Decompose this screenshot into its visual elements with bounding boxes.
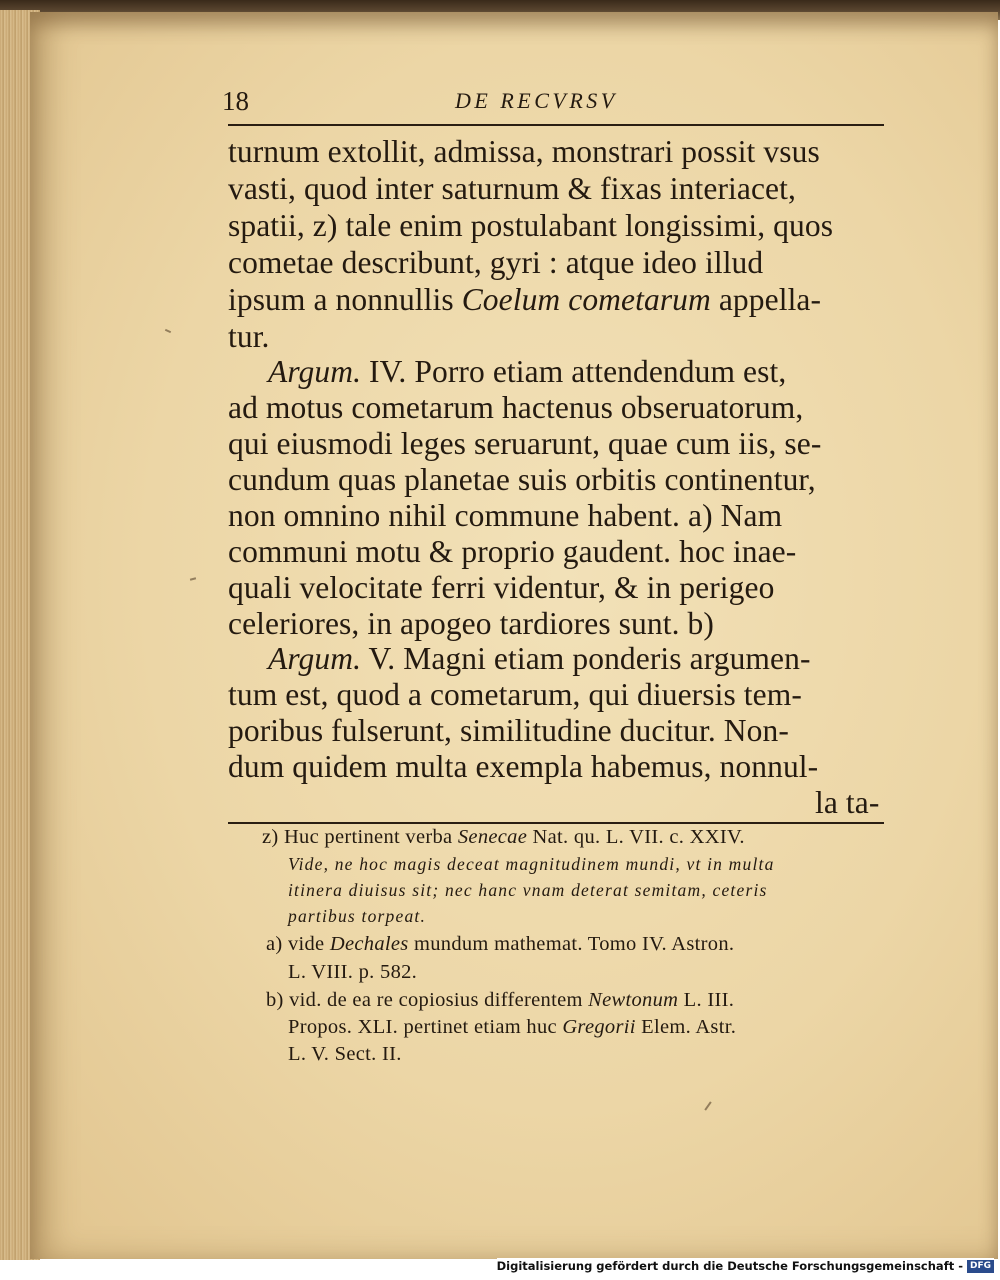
body-line: non omnino nihil commune habent. a) Nam <box>228 498 783 533</box>
footnote-line: Vide, ne hoc magis deceat magnitudinem mundi, vt in multa <box>288 854 775 874</box>
body-line: vasti, quod inter saturnum & fixas interiacet, <box>228 171 796 206</box>
body-line: poribus fulserunt, similitudine ducitur. Non- <box>228 713 789 748</box>
body-line: dum quidem multa exempla habemus, nonnul- <box>228 749 819 784</box>
body-line: tur. <box>228 319 270 354</box>
argument-label: Argum. <box>268 641 362 676</box>
footnote-line: a) vide Dechales mundum mathemat. Tomo IV. Astron. <box>266 933 735 955</box>
body-line: quali velocitate ferri videntur, & in perigeo <box>228 570 775 605</box>
footnote-line: itinera diuisus sit; nec hanc vnam deterat semitam, ceteris <box>288 880 768 900</box>
credit-text: Digitalisierung gefördert durch die Deutsche Forschungsgemeinschaft - <box>496 1259 963 1273</box>
body-line: ipsum a nonnullis Coelum cometarum appella- <box>228 282 822 317</box>
body-line: tum est, quod a cometarum, qui diuersis tem- <box>228 677 802 712</box>
body-line: celeriores, in apogeo tardiores sunt. b) <box>228 606 714 641</box>
header-rule <box>228 124 884 126</box>
dfg-logo: DFG <box>967 1260 994 1273</box>
body-line: Argum. V. Magni etiam ponderis argumen- <box>268 641 811 676</box>
author-name: Senecae <box>457 826 528 848</box>
italic-phrase: Coelum cometarum <box>461 282 711 317</box>
body-line: ad motus cometarum hactenus obseruatorum, <box>228 390 804 425</box>
argument-label: Argum. <box>268 354 362 389</box>
footnote-line: z) Huc pertinent verba Senecae Nat. qu. L. VII. c. XXIV. <box>262 826 745 848</box>
body-line: turnum extollit, admissa, monstrari possit vsus <box>228 134 820 169</box>
body-line: cundum quas planetae suis orbitis continentur, <box>228 462 816 497</box>
footnote-rule <box>228 822 884 824</box>
footnote-line: Propos. XLI. pertinet etiam huc Gregorii Elem. Astr. <box>288 1016 737 1038</box>
body-line: Argum. IV. Porro etiam attendendum est, <box>268 354 787 389</box>
author-name: Gregorii <box>562 1016 636 1038</box>
body-line: communi motu & proprio gaudent. hoc inae- <box>228 534 797 569</box>
footnote-line: b) vid. de ea re copiosius differentem Newtonum L. III. <box>266 989 735 1011</box>
running-title: DE RECVRSV <box>455 88 618 113</box>
author-name: Dechales <box>329 933 409 955</box>
footnote-line: partibus torpeat. <box>288 906 427 926</box>
author-name: Newtonum <box>588 989 679 1011</box>
footnote-line: L. V. Sect. II. <box>288 1043 402 1065</box>
catchword: la ta- <box>815 785 880 820</box>
body-line: qui eiusmodi leges seruarunt, quae cum iis, se- <box>228 426 822 461</box>
body-line: cometae describunt, gyri : atque ideo illud <box>228 245 764 280</box>
footnote-line: L. VIII. p. 582. <box>288 961 418 983</box>
page-number: 18 <box>222 86 249 116</box>
body-line: spatii, z) tale enim postulabant longissimi, quos <box>228 208 834 243</box>
digitization-credit <box>497 1258 994 1274</box>
